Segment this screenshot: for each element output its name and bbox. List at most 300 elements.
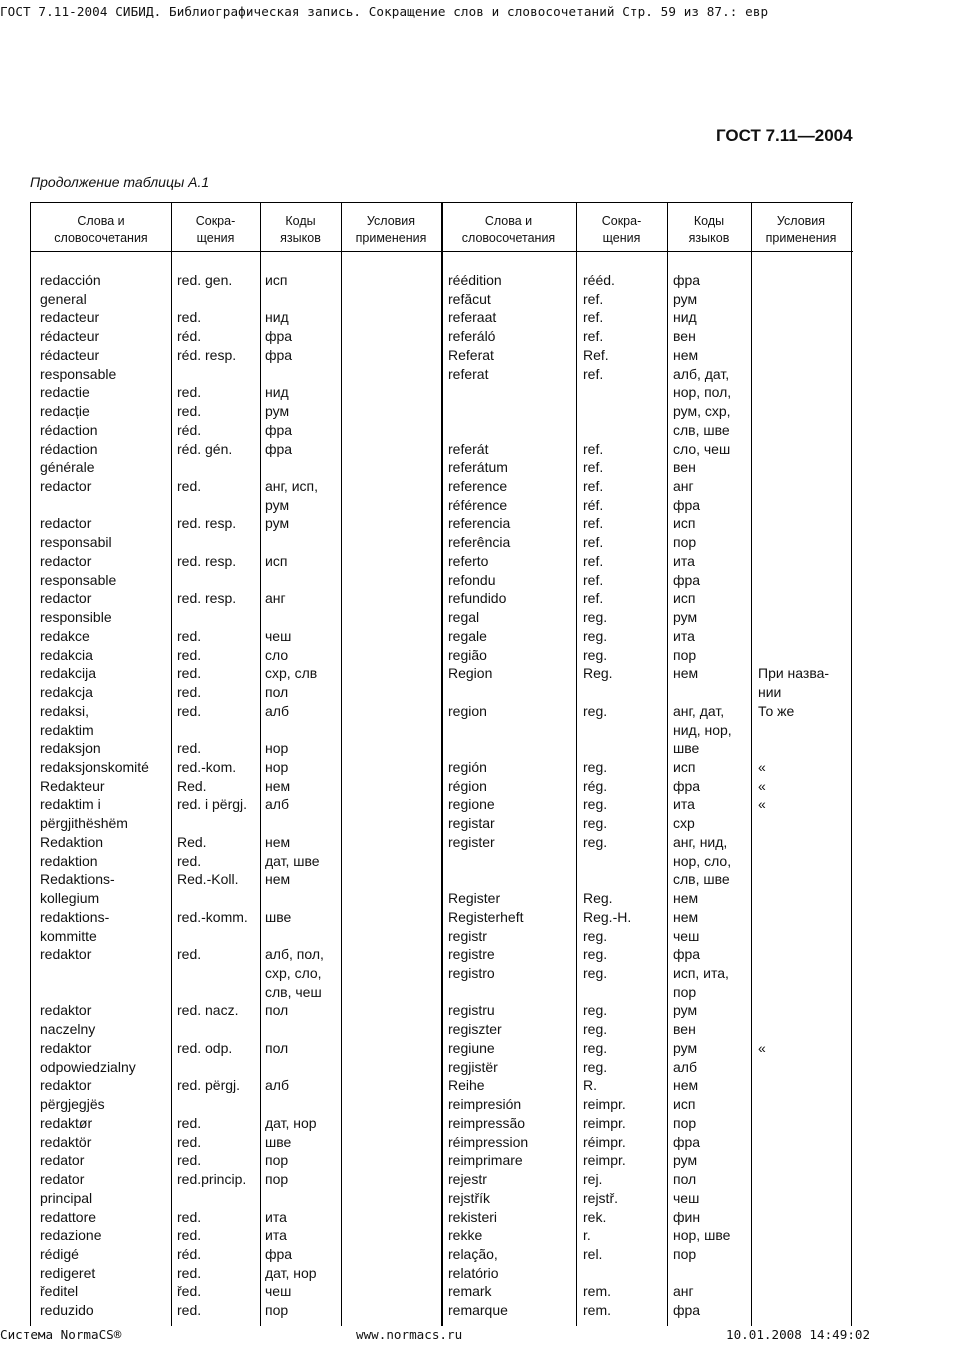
cell-cond: « xyxy=(758,758,766,775)
cell-lang: фин xyxy=(673,1208,701,1225)
cell-abbr: ref. xyxy=(583,290,604,307)
cell-lang: чеш xyxy=(673,1189,700,1206)
table-row xyxy=(31,290,853,309)
cell-abbr: ref. xyxy=(583,459,604,476)
cell-abbr: reimpr. xyxy=(583,1114,626,1131)
cell-lang: фра xyxy=(673,496,701,513)
cell-abbr: red. gen. xyxy=(177,272,233,288)
cell-word: redakcja xyxy=(40,684,93,701)
cell-word: refăcut xyxy=(448,290,491,307)
cell-lang: сло, чеш xyxy=(673,440,731,457)
cell-abbr: R. xyxy=(583,1077,597,1094)
cell-word: redator xyxy=(40,1171,85,1188)
cell-lang: исп xyxy=(673,1096,696,1113)
cell-lang: ита xyxy=(265,1208,287,1225)
table-row xyxy=(31,814,853,833)
cell-cond: « xyxy=(758,777,766,794)
table-row xyxy=(31,1301,853,1320)
cell-word: Referat xyxy=(448,346,494,363)
cell-word: référence xyxy=(448,496,508,513)
cell-lang: исп, ита, xyxy=(673,965,729,981)
cell-word: réimpression xyxy=(448,1133,529,1150)
cell-lang: дат, нор xyxy=(265,1114,317,1131)
cell-lang: рум xyxy=(673,290,698,307)
cell-abbr: red. xyxy=(177,384,202,401)
table-row xyxy=(31,327,853,346)
cell-lang: рум xyxy=(673,1152,698,1169)
table-row xyxy=(31,870,853,889)
table-row xyxy=(31,1020,853,1039)
cell-word: redaktør xyxy=(40,1114,93,1131)
cell-lang: фра xyxy=(673,946,701,963)
cell-word: redaktim xyxy=(40,721,94,738)
cell-lang: нор, сло, xyxy=(673,852,732,869)
cell-lang: фра xyxy=(265,346,293,363)
table-row xyxy=(31,683,853,702)
cell-lang: пор xyxy=(265,1152,289,1169)
cell-word: Redakteur xyxy=(40,777,105,794)
document-header-line: ГОСТ 7.11-2004 СИБИД. Библиографическая запись. Сокращение слов и словосочетаний Стр. 59 из 87.: евр xyxy=(0,4,769,19)
cell-lang: чеш xyxy=(265,1283,292,1300)
table-row xyxy=(31,1133,853,1152)
table-row xyxy=(31,514,853,533)
cell-lang: исп xyxy=(265,552,288,569)
col-header-lang: Коды языков xyxy=(688,214,730,245)
table-row xyxy=(31,458,853,477)
cell-word: relação, xyxy=(448,1245,498,1262)
cell-word: referáló xyxy=(448,328,496,345)
table-row xyxy=(31,758,853,777)
cell-cond: То же xyxy=(758,702,795,719)
cell-word: remark xyxy=(448,1283,492,1300)
cell-word: regjistër xyxy=(448,1058,498,1075)
cell-abbr: rejstř. xyxy=(583,1189,618,1206)
table-row xyxy=(31,440,853,459)
cell-lang: фра xyxy=(265,421,293,438)
cell-word: redactor xyxy=(40,590,92,607)
table-row xyxy=(31,889,853,908)
cell-abbr: ref. xyxy=(583,309,604,326)
cell-word: rejestr xyxy=(448,1171,487,1188)
cell-lang: шве xyxy=(673,740,700,757)
cell-abbr: red. xyxy=(177,403,202,420)
cell-word: região xyxy=(448,646,487,663)
cell-lang: фра xyxy=(265,1245,293,1262)
cell-lang: схр, сло, xyxy=(265,965,322,981)
table-row xyxy=(31,1189,853,1208)
table-row xyxy=(31,477,853,496)
table-row xyxy=(31,308,853,327)
cell-lang: исп xyxy=(265,272,288,288)
cell-word: responsable xyxy=(40,571,117,588)
col-header-abbr: Сокра- щения xyxy=(195,214,236,245)
cell-abbr: rééd. xyxy=(583,272,615,288)
abbreviation-table xyxy=(30,202,853,1326)
cell-abbr: red. xyxy=(177,1208,202,1225)
cell-word: rejstřík xyxy=(448,1189,490,1206)
cell-word: redaksjonskomité xyxy=(40,758,149,775)
cell-abbr: ref. xyxy=(583,515,604,532)
table-row xyxy=(31,721,853,740)
table-row xyxy=(31,346,853,365)
table-row xyxy=(31,833,853,852)
table-row xyxy=(31,777,853,796)
table-row xyxy=(31,571,853,590)
cell-lang: фра xyxy=(673,272,701,288)
cell-abbr: red.-komm. xyxy=(177,908,248,925)
cell-lang: рум xyxy=(673,1039,698,1056)
cell-abbr: ref. xyxy=(583,478,604,495)
cell-word: rédacteur xyxy=(40,346,100,363)
cell-lang: нор xyxy=(265,758,289,775)
table-row xyxy=(31,646,853,665)
cell-lang: анг, нид, xyxy=(673,833,728,850)
cell-abbr: red. nacz. xyxy=(177,1002,239,1019)
cell-lang: анг xyxy=(265,590,286,607)
cell-lang: нем xyxy=(265,777,291,794)
cell-abbr: réd. xyxy=(177,421,202,438)
cell-word: redakce xyxy=(40,627,90,644)
cell-lang: пол xyxy=(265,684,289,701)
col-header-lang: Коды языков xyxy=(280,214,321,245)
cell-lang: алб, пол, xyxy=(265,946,324,963)
cell-lang: пор xyxy=(673,983,697,1000)
cell-lang: дат, шве xyxy=(265,852,320,869)
cell-word: redaktim i xyxy=(40,796,101,813)
cell-abbr: red. resp. xyxy=(177,515,237,532)
cell-lang: нид xyxy=(265,384,289,401)
cell-word: regal xyxy=(448,609,480,626)
cell-lang: пор xyxy=(673,1114,697,1131)
table-row xyxy=(31,927,853,946)
cell-word: reimpresión xyxy=(448,1096,522,1113)
cell-abbr: red. xyxy=(177,627,202,644)
cell-lang: фра xyxy=(673,777,701,794)
cell-word: registre xyxy=(448,946,495,963)
cell-abbr: Red.-Koll. xyxy=(177,871,239,888)
standard-code: ГОСТ 7.11—2004 xyxy=(716,126,853,145)
cell-lang: нем xyxy=(673,1077,699,1094)
cell-lang: рум xyxy=(673,609,698,626)
cell-lang: пор xyxy=(265,1171,289,1188)
cell-abbr: red. xyxy=(177,946,202,963)
footer-url[interactable]: www.normacs.ru xyxy=(356,1327,463,1342)
cell-word: referaat xyxy=(448,309,497,326)
table-row xyxy=(31,852,853,871)
cell-lang: нем xyxy=(673,890,699,907)
cell-abbr: reimpr. xyxy=(583,1096,626,1113)
cell-lang: пор xyxy=(673,646,697,663)
cell-abbr: Reg.-H. xyxy=(583,908,632,925)
cell-abbr: rej. xyxy=(583,1171,603,1188)
cell-lang: пор xyxy=(673,1245,697,1262)
cell-abbr: réd. xyxy=(177,328,202,345)
cell-abbr: r. xyxy=(583,1227,591,1244)
cell-lang: рум xyxy=(265,515,290,532)
cell-abbr: red. xyxy=(177,1227,202,1244)
cell-abbr: reg. xyxy=(583,965,608,981)
cell-abbr: Red. xyxy=(177,833,207,850)
cell-word: reference xyxy=(448,478,508,495)
cell-word: regiune xyxy=(448,1039,495,1056)
cell-word: referát xyxy=(448,440,489,457)
cell-abbr: red. xyxy=(177,646,202,663)
cell-abbr: reg. xyxy=(583,796,608,813)
cell-lang: алб xyxy=(265,796,289,813)
cell-lang: ита xyxy=(265,1227,287,1244)
cell-abbr: reg. xyxy=(583,1021,608,1038)
cell-word: registar xyxy=(448,815,495,832)
cell-lang: исп xyxy=(673,515,696,532)
cell-word: remarque xyxy=(448,1302,508,1319)
cell-lang: анг xyxy=(673,1283,694,1300)
cell-lang: вен xyxy=(673,459,696,476)
cell-word: redaktor xyxy=(40,1077,92,1094)
cell-word: rédaction xyxy=(40,421,98,438)
cell-lang: рум xyxy=(673,1002,698,1019)
cell-abbr: reimpr. xyxy=(583,1152,626,1169)
cell-abbr: réimpr. xyxy=(583,1133,626,1150)
cell-lang: рум xyxy=(265,496,290,513)
cell-lang: фра xyxy=(673,1133,701,1150)
table-row xyxy=(31,664,853,683)
cell-word: kollegium xyxy=(40,890,100,907)
cell-word: Redaktion xyxy=(40,833,104,850)
cell-abbr: reg. xyxy=(583,833,608,850)
cell-abbr: reg. xyxy=(583,1002,608,1019)
cell-abbr: red. përgj. xyxy=(177,1077,241,1094)
cell-word: registr xyxy=(448,927,487,944)
cell-lang: анг, дат, xyxy=(673,702,725,719)
cell-lang: ита xyxy=(673,796,695,813)
cell-abbr: red. xyxy=(177,478,202,495)
cell-abbr: réd. resp. xyxy=(177,346,237,363)
cell-word: redaktor xyxy=(40,946,92,963)
table-row xyxy=(31,702,853,721)
cell-abbr: reg. xyxy=(583,609,608,626)
table-row xyxy=(31,1039,853,1058)
cell-abbr: red. xyxy=(177,309,202,326)
cell-word: redacție xyxy=(40,403,90,420)
table-row xyxy=(31,1245,853,1264)
cell-lang: исп xyxy=(673,758,696,775)
cell-lang: чеш xyxy=(265,627,292,644)
cell-abbr: reg. xyxy=(583,946,608,963)
cell-lang: исп xyxy=(673,590,696,607)
cell-lang: слв, чеш xyxy=(265,983,322,1000)
cell-lang: рум, схр, xyxy=(673,403,731,420)
cell-word: referat xyxy=(448,365,489,382)
cell-lang: рум xyxy=(265,403,290,420)
table-row xyxy=(31,739,853,758)
cell-abbr: red. xyxy=(177,665,202,682)
cell-abbr: Ref. xyxy=(583,346,609,363)
cell-word: redactor xyxy=(40,552,92,569)
col-header-words: Слова и словосочетания xyxy=(54,214,148,245)
cell-abbr: red. xyxy=(177,852,202,869)
cell-word: responsible xyxy=(40,609,112,626)
cell-word: përgjithëshëm xyxy=(40,815,128,832)
cell-word: redaktor xyxy=(40,1039,92,1056)
cell-lang: анг, исп, xyxy=(265,478,318,495)
cell-word: responsabil xyxy=(40,534,112,551)
cell-abbr: Red. xyxy=(177,777,207,794)
col-header-conditions: Условия применения xyxy=(765,214,837,245)
cell-word: referencia xyxy=(448,515,511,532)
cell-word: région xyxy=(448,777,487,794)
cell-word: registro xyxy=(448,965,495,981)
cell-word: rekisteri xyxy=(448,1208,498,1225)
cell-lang: алб xyxy=(265,1077,289,1094)
cell-word: redaktion xyxy=(40,852,98,869)
cell-word: Registerheft xyxy=(448,908,524,925)
cell-lang: анг xyxy=(673,478,694,495)
cell-word: rédacteur xyxy=(40,328,100,345)
cell-word: kommitte xyxy=(40,927,97,944)
cell-lang: схр, слв xyxy=(265,665,318,682)
table-row xyxy=(31,365,853,384)
cell-word: region xyxy=(448,702,487,719)
cell-lang: фра xyxy=(265,328,293,345)
cell-word: odpowiedzialny xyxy=(40,1058,136,1075)
cell-lang: нем xyxy=(265,833,291,850)
table-row xyxy=(31,1114,853,1133)
cell-word: reduzido xyxy=(40,1302,94,1319)
cell-word: register xyxy=(448,833,495,850)
cell-word: redaktions- xyxy=(40,908,110,925)
cell-abbr: réf. xyxy=(583,496,604,513)
cell-word: reimpressão xyxy=(448,1114,526,1131)
cell-word: redactor xyxy=(40,515,92,532)
table-row xyxy=(31,271,853,290)
cell-word: refondu xyxy=(448,571,496,588)
cell-word: Region xyxy=(448,665,493,682)
footer-timestamp: 10.01.2008 14:49:02 xyxy=(726,1327,871,1342)
cell-word: reimprimare xyxy=(448,1152,523,1169)
cell-lang: нем xyxy=(673,346,699,363)
cell-abbr: red. xyxy=(177,1264,202,1281)
cell-word: Register xyxy=(448,890,501,907)
cell-word: redacción xyxy=(40,272,101,288)
cell-word: redactie xyxy=(40,384,90,401)
cell-abbr: reg. xyxy=(583,627,608,644)
cell-abbr: red. xyxy=(177,1114,202,1131)
cell-word: rekke xyxy=(448,1227,483,1244)
table-row xyxy=(31,533,853,552)
cell-word: rédigé xyxy=(40,1245,79,1262)
table-row xyxy=(31,589,853,608)
footer-system: Система NormaCS® xyxy=(0,1327,122,1342)
cell-word: registru xyxy=(448,1002,495,1019)
cell-word: principal xyxy=(40,1189,93,1206)
cell-abbr: reg. xyxy=(583,1058,608,1075)
table-row xyxy=(31,496,853,515)
cell-word: réédition xyxy=(448,272,502,288)
cell-word: redaksjon xyxy=(40,740,101,757)
cell-lang: пол xyxy=(673,1171,697,1188)
cell-lang: нид xyxy=(673,309,697,326)
cell-lang: нид xyxy=(265,309,289,326)
cell-abbr: red. xyxy=(177,1133,202,1150)
cell-word: regione xyxy=(448,796,495,813)
cell-lang: нем xyxy=(673,908,699,925)
cell-cond: нии xyxy=(758,684,782,701)
col-header-conditions: Условия применения xyxy=(355,214,427,245)
cell-word: redactor xyxy=(40,478,92,495)
cell-abbr: red. xyxy=(177,684,202,701)
cell-word: general xyxy=(40,290,87,307)
cell-abbr: red.princip. xyxy=(177,1171,247,1188)
table-row xyxy=(31,1001,853,1020)
cell-abbr: red. resp. xyxy=(177,590,237,607)
cell-lang: алб xyxy=(673,1058,697,1075)
cell-word: naczelny xyxy=(40,1021,96,1038)
cell-abbr: ref. xyxy=(583,552,604,569)
cell-cond: При назва- xyxy=(758,665,830,682)
cell-word: redator xyxy=(40,1152,85,1169)
table-row xyxy=(31,383,853,402)
cell-word: redattore xyxy=(40,1208,97,1225)
cell-lang: нор, шве xyxy=(673,1227,731,1244)
cell-abbr: ref. xyxy=(583,534,604,551)
cell-abbr: ref. xyxy=(583,440,604,457)
cell-lang: схр xyxy=(673,815,695,832)
table-row xyxy=(31,945,853,964)
table-row xyxy=(31,964,853,983)
cell-lang: чеш xyxy=(673,927,700,944)
cell-abbr: ref. xyxy=(583,571,604,588)
table-row xyxy=(31,402,853,421)
cell-word: referência xyxy=(448,534,511,551)
cell-abbr: red. xyxy=(177,740,202,757)
cell-abbr: rem. xyxy=(583,1283,611,1300)
cell-abbr: reg. xyxy=(583,646,608,663)
col-header-abbr: Сокра- щения xyxy=(601,214,642,245)
cell-abbr: red. xyxy=(177,1302,202,1319)
cell-word: regale xyxy=(448,627,487,644)
cell-abbr: Reg. xyxy=(583,890,613,907)
table-caption: Продолжение таблицы А.1 xyxy=(30,174,210,190)
table-row xyxy=(31,1095,853,1114)
cell-abbr: rel. xyxy=(583,1245,603,1262)
cell-word: Reihe xyxy=(448,1077,485,1094)
cell-lang: слв, шве xyxy=(673,421,730,438)
cell-word: responsable xyxy=(40,365,117,382)
cell-lang: пол xyxy=(265,1002,289,1019)
table-row xyxy=(31,627,853,646)
cell-abbr: ref. xyxy=(583,590,604,607)
cell-lang: нор, пол, xyxy=(673,384,732,401)
cell-abbr: ref. xyxy=(583,365,604,382)
cell-word: redazione xyxy=(40,1227,102,1244)
cell-word: përgjegjës xyxy=(40,1096,105,1113)
cell-lang: фра xyxy=(265,440,293,457)
cell-lang: пол xyxy=(265,1039,289,1056)
cell-lang: вен xyxy=(673,1021,696,1038)
cell-lang: нем xyxy=(673,665,699,682)
cell-lang: нем xyxy=(265,871,291,888)
table-row xyxy=(31,421,853,440)
cell-lang: нид, нор, xyxy=(673,721,732,738)
cell-lang: шве xyxy=(265,1133,292,1150)
cell-lang: ита xyxy=(673,627,695,644)
cell-word: redacteur xyxy=(40,309,100,326)
cell-abbr: ref. xyxy=(583,328,604,345)
cell-lang: пор xyxy=(265,1302,289,1319)
cell-lang: алб, дат, xyxy=(673,365,730,382)
cell-lang: сло xyxy=(265,646,289,663)
cell-abbr: rek. xyxy=(583,1208,607,1225)
